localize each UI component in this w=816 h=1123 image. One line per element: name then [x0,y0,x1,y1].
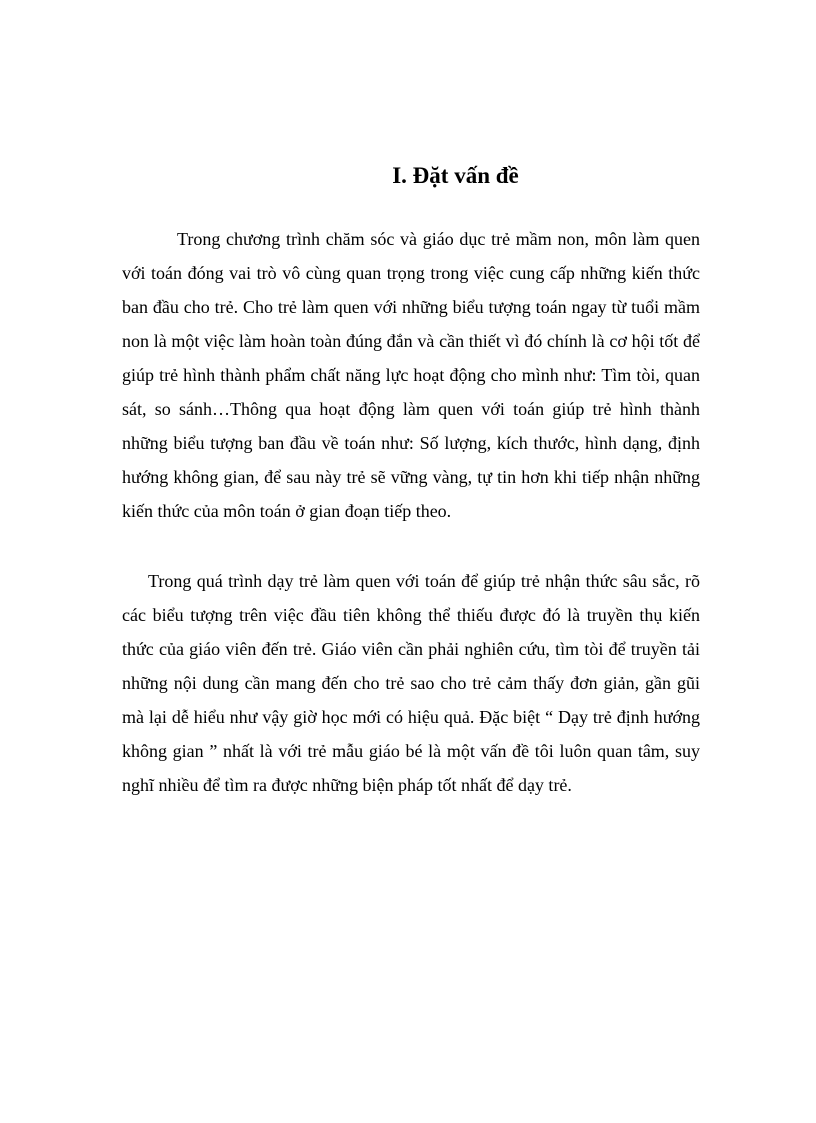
paragraph-2: Trong quá trình dạy trẻ làm quen với toán để giúp trẻ nhận thức sâu sắc, rõ các biểu tượng trên việc đầu tiên không thể thiếu được đó là truyền thụ kiến thức của giáo viên đến trẻ. Giáo viên cần phải nghiên cứu, tìm tòi để truyền tải những nội dung cần mang đến cho trẻ sao cho trẻ cảm thấy đơn giản, gần gũi mà lại dễ hiểu như vậy giờ học mới có hiệu quả. Đặc biệt “ Dạy trẻ định hướng không gian ” nhất là với trẻ mẫu giáo bé là một vấn đề tôi luôn quan tâm, suy nghĩ nhiều để tìm ra được những biện pháp tốt nhất để dạy trẻ. [122,571,700,795]
section-heading: I. Đặt vấn đề [392,163,519,188]
paragraph-1: Trong chương trình chăm sóc và giáo dục trẻ mầm non, môn làm quen với toán đóng vai trò vô cùng quan trọng trong việc cung cấp những kiến thức ban đầu cho trẻ. Cho trẻ làm quen với những biểu tượng toán ngay từ tuổi mầm non là một việc làm hoàn toàn đúng đắn và cần thiết vì đó chính là cơ hội tốt để giúp trẻ hình thành phẩm chất năng lực hoạt động cho mình như: Tìm tòi, quan sát, so sánh…Thông qua hoạt động làm quen với toán giúp trẻ hình thành những biểu tượng ban đầu về toán như: Số lượng, kích thước, hình dạng, định hướng không gian, để sau này trẻ sẽ vững vàng, tự tin hơn khi tiếp nhận những kiến thức của môn toán ở gian đoạn tiếp theo. [122,229,700,521]
